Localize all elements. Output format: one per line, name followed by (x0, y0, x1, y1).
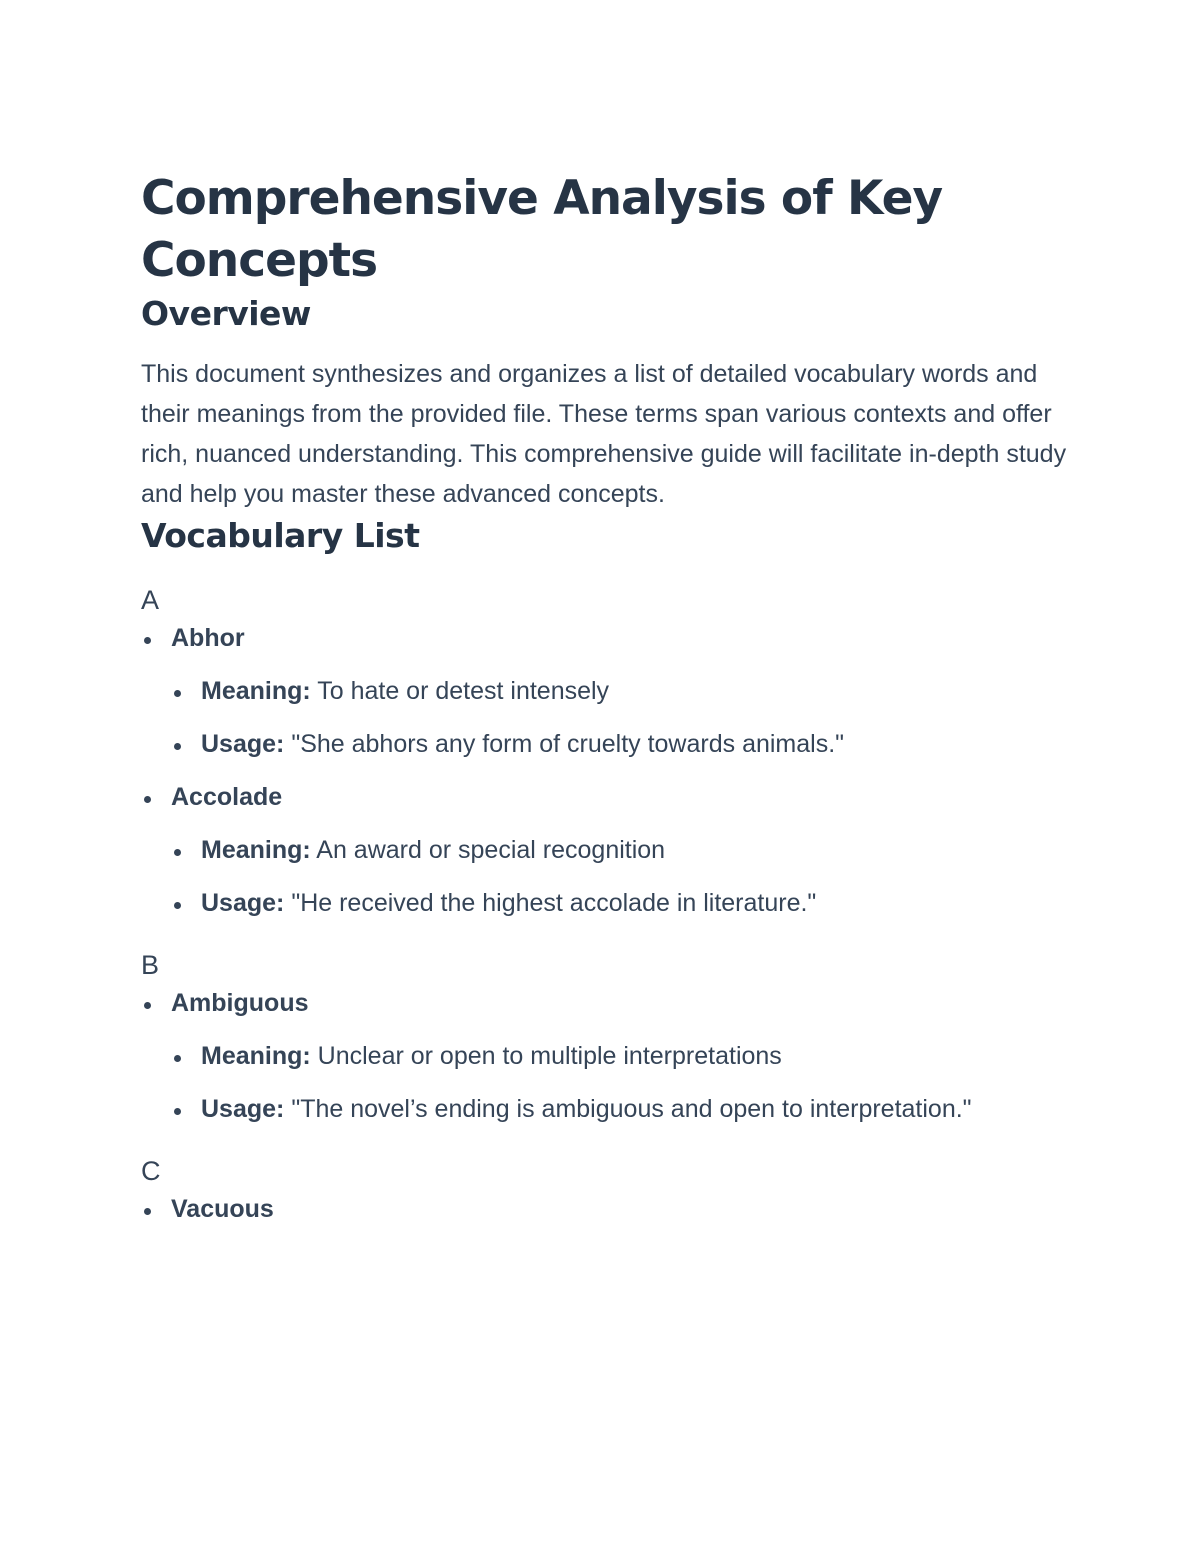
usage-label: Usage: (201, 1095, 285, 1123)
bullet-icon (174, 743, 181, 750)
vocab-term: Abhor (171, 624, 245, 652)
letter-heading-a: A (141, 585, 160, 615)
usage-label: Usage: (201, 889, 285, 917)
bullet-icon (174, 849, 181, 856)
vocab-entry-abhor (141, 618, 1071, 764)
overview-paragraph: This document synthesizes and organizes a list of detailed vocabulary words and their meanings from the provided file. These terms span various contexts and offer rich, nuanced understanding. This comprehensive guide will facilitate in-depth study and help you master these advanced concepts. (141, 360, 1067, 508)
vocab-entry-accolade (141, 777, 1071, 923)
word-list-a (141, 618, 1071, 923)
detail-list (171, 830, 1071, 923)
bullet-icon (144, 796, 151, 803)
word-list-b (141, 983, 1071, 1129)
usage-item (141, 1089, 1071, 1129)
letter-heading-c: C (141, 1156, 161, 1186)
meaning-text: An award or special recognition (310, 836, 666, 864)
bullet-icon (144, 637, 151, 644)
meaning-text: Unclear or open to multiple interpretations (310, 1042, 782, 1070)
meaning-item (141, 1036, 1071, 1076)
meaning-item (141, 671, 1071, 711)
bullet-icon (144, 1002, 151, 1009)
bullet-icon (174, 1055, 181, 1062)
usage-text: "The novel’s ending is ambiguous and open to interpretation." (284, 1095, 972, 1123)
meaning-label: Meaning: (201, 836, 311, 864)
usage-label: Usage: (201, 730, 285, 758)
meaning-text: To hate or detest intensely (310, 677, 610, 705)
page-title: Comprehensive Analysis of Key Concepts (141, 171, 943, 288)
vocab-term: Vacuous (171, 1195, 274, 1223)
detail-list (171, 671, 1071, 764)
bullet-icon (144, 1208, 151, 1215)
meaning-label: Meaning: (201, 677, 311, 705)
meaning-label: Meaning: (201, 1042, 311, 1070)
bullet-icon (174, 902, 181, 909)
bullet-icon (174, 690, 181, 697)
document-page (141, 168, 1071, 1229)
vocab-entry-ambiguous (141, 983, 1071, 1129)
vocabulary-heading: Vocabulary List (141, 516, 420, 555)
letter-heading-b: B (141, 950, 160, 980)
usage-item (141, 883, 1071, 923)
usage-text: "She abhors any form of cruelty towards animals." (284, 730, 845, 758)
usage-item (141, 724, 1071, 764)
word-list-c (141, 1189, 1071, 1229)
usage-text: "He received the highest accolade in literature." (284, 889, 817, 917)
vocab-entry-vacuous (141, 1189, 1071, 1229)
overview-heading: Overview (141, 294, 311, 333)
vocab-term: Ambiguous (171, 989, 309, 1017)
meaning-item (141, 830, 1071, 870)
detail-list (171, 1036, 1071, 1129)
bullet-icon (174, 1108, 181, 1115)
vocab-term: Accolade (171, 783, 283, 811)
